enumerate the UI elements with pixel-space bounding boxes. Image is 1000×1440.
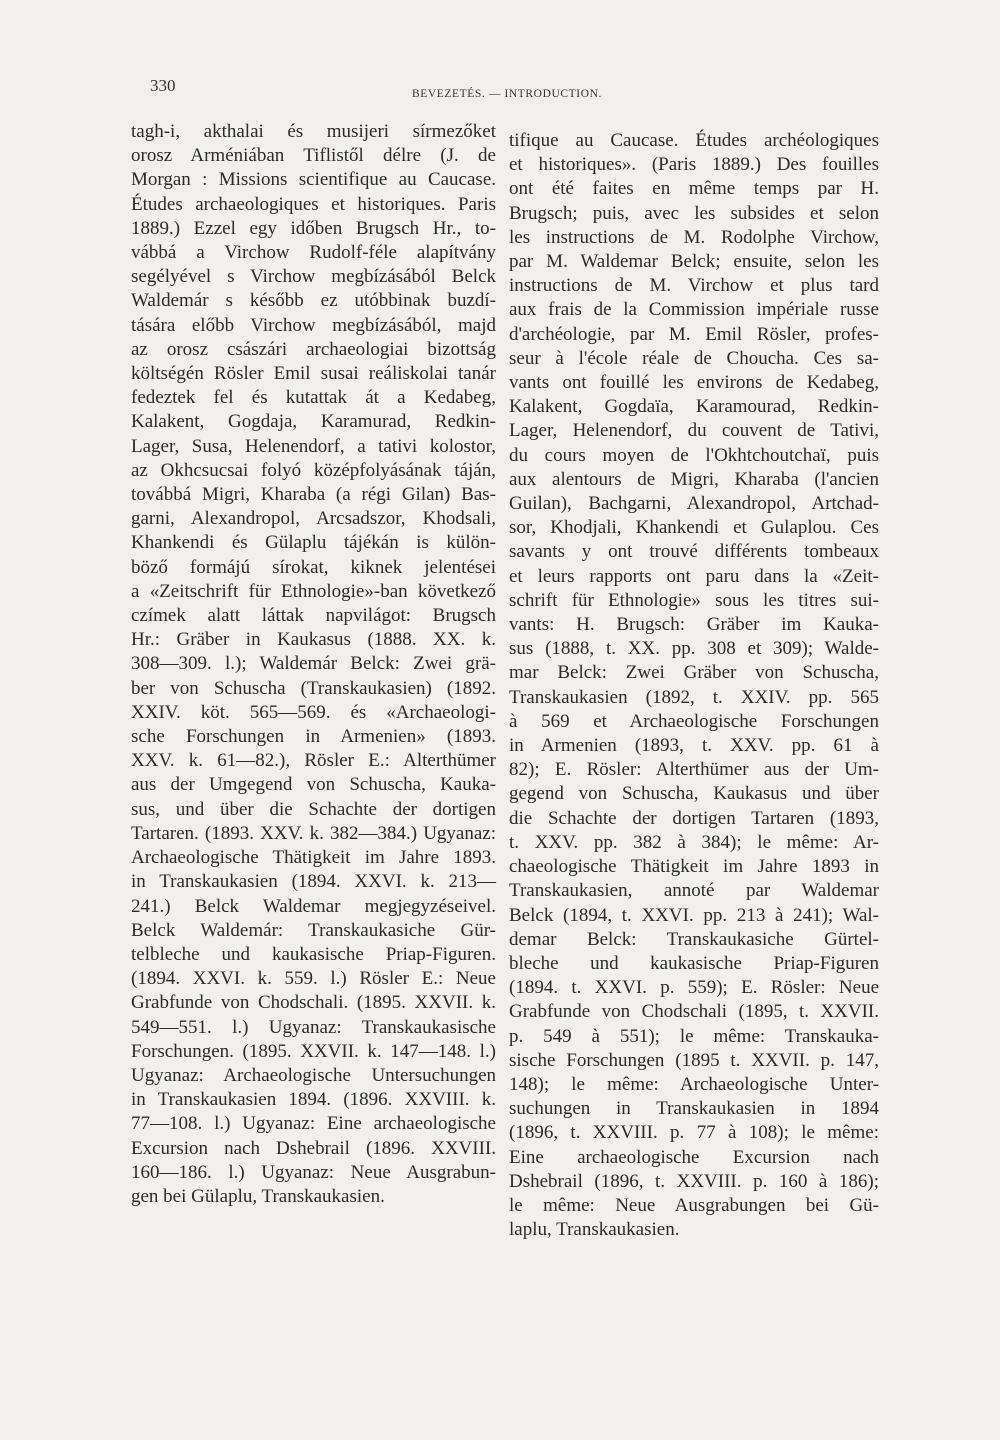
text-line: instructions de M. Virchow et plus tard bbox=[509, 275, 879, 297]
text-line: Lager, Helenendorf, du couvent de Tativi, bbox=[509, 420, 879, 442]
text-line: az orosz császári archaeologiai bizottság bbox=[131, 338, 496, 360]
text-line: 1889.) Ezzel egy időben Brugsch Hr., to- bbox=[131, 217, 496, 239]
text-line: a «Zeitschrift für Ethnologie»-ban következő bbox=[131, 580, 496, 602]
text-line: fedeztek fel és kutattak át a Kedabeg, bbox=[131, 387, 496, 409]
text-line: in Transkaukasien (1894. XXVI. k. 213— bbox=[131, 871, 496, 893]
text-line: et historiques». (Paris 1889.) Des fouilles bbox=[509, 154, 879, 176]
text-line: in Armenien (1893, t. XXV. pp. 61 à bbox=[509, 735, 879, 757]
text-line: d'archéologie, par M. Emil Rösler, profes- bbox=[509, 323, 879, 345]
text-line: Lager, Susa, Helenendorf, a tativi kolostor, bbox=[131, 435, 496, 457]
text-line: 82); E. Rösler: Alterthümer aus der Um- bbox=[509, 759, 879, 781]
text-line: ont été faites en même temps par H. bbox=[509, 178, 879, 200]
text-line: Études archaeologiques et historiques. Paris bbox=[131, 193, 496, 215]
text-line: Grabfunde von Chodschali. (1895. XXVII. k. bbox=[131, 992, 496, 1014]
text-line: vábbá a Virchow Rudolf-féle alapítvány bbox=[131, 242, 496, 264]
text-line: les instructions de M. Rodolphe Virchow, bbox=[509, 226, 879, 248]
text-line: tására előbb Virchow megbízásából, majd bbox=[131, 314, 496, 336]
text-line: le même: Neue Ausgrabungen bei Gü- bbox=[509, 1194, 879, 1216]
text-line: (1894. XXVI. k. 559. l.) Rösler E.: Neue bbox=[131, 968, 496, 990]
text-line: Transkaukasien (1892, t. XXIV. pp. 565 bbox=[509, 686, 879, 708]
text-line: Ugyanaz: Archaeologische Untersuchungen bbox=[131, 1064, 496, 1086]
text-line: Hr.: Gräber in Kaukasus (1888. XX. k. bbox=[131, 629, 496, 651]
text-line: Transkaukasien, annoté par Waldemar bbox=[509, 880, 879, 902]
text-line: bleche und kaukasische Priap-Figuren bbox=[509, 952, 879, 974]
text-line: böző formájú sírokat, kiknek jelentései bbox=[131, 556, 496, 578]
text-line: czímek alatt láttak napvilágot: Brugsch bbox=[131, 605, 496, 627]
text-line: 77—108. l.) Ugyanaz: Eine archaeologische bbox=[131, 1113, 496, 1135]
text-line: 549—551. l.) Ugyanaz: Transkaukasische bbox=[131, 1016, 496, 1038]
text-line: sor, Khodjali, Khankendi et Gulaplou. Ces bbox=[509, 517, 879, 539]
text-line: Eine archaeologische Excursion nach bbox=[509, 1146, 879, 1168]
text-line: seur à l'école réale de Choucha. Ces sa- bbox=[509, 347, 879, 369]
text-line: Archaeologische Thätigkeit im Jahre 1893. bbox=[131, 847, 496, 869]
text-line: költségén Rösler Emil susai reáliskolai tanár bbox=[131, 363, 496, 385]
text-line: XXIV. köt. 565—569. és «Archaeologi- bbox=[131, 701, 496, 723]
text-line: et leurs rapports ont paru dans la «Zeit- bbox=[509, 565, 879, 587]
text-line: segélyével s Virchow megbízásából Belck bbox=[131, 266, 496, 288]
text-line: Kalakent, Gogdaja, Karamurad, Redkin- bbox=[131, 411, 496, 433]
text-line: Khankendi és Gülaplu tájékán is külön- bbox=[131, 532, 496, 554]
text-line: à 569 et Archaeologische Forschungen bbox=[509, 710, 879, 732]
text-line: t. XXV. pp. 382 à 384); le même: Ar- bbox=[509, 831, 879, 853]
hungarian-text-column bbox=[131, 120, 496, 1209]
text-line: 148); le même: Archaeologische Unter- bbox=[509, 1073, 879, 1095]
text-line: vants: H. Brugsch: Gräber im Kauka- bbox=[509, 614, 879, 636]
text-line: Waldemár s később ez utóbbinak buzdí- bbox=[131, 290, 496, 312]
text-line: XXV. k. 61—82.), Rösler E.: Alterthümer bbox=[131, 750, 496, 772]
text-line: aux frais de la Commission impériale russe bbox=[509, 299, 879, 321]
text-line: garni, Alexandropol, Arcsadszor, Khodsali, bbox=[131, 508, 496, 530]
text-line: Guilan), Bachgarni, Alexandropol, Artchad- bbox=[509, 493, 879, 515]
french-text-column bbox=[509, 129, 879, 1242]
text-line: 160—186. l.) Ugyanaz: Neue Ausgrabun- bbox=[131, 1161, 496, 1183]
running-head: BEVEZETÉS. — INTRODUCTION. bbox=[412, 88, 602, 100]
text-line: du cours moyen de l'Okhtchoutchaï, puis bbox=[509, 444, 879, 466]
text-line: Brugsch; puis, avec les subsides et selon bbox=[509, 202, 879, 224]
text-line: Grabfunde von Chodschali (1895, t. XXVII. bbox=[509, 1001, 879, 1023]
text-line: Kalakent, Gogdaïa, Karamourad, Redkin- bbox=[509, 396, 879, 418]
text-line: Dshebrail (1896, t. XXVIII. p. 160 à 186); bbox=[509, 1170, 879, 1192]
text-line: chaeologische Thätigkeit im Jahre 1893 in bbox=[509, 856, 879, 878]
text-line: 308—309. l.); Waldemár Belck: Zwei grä- bbox=[131, 653, 496, 675]
text-line: gen bei Gülaplu, Transkaukasien. bbox=[131, 1185, 385, 1207]
text-line: az Okhcsucsai folyó középfolyásának táján, bbox=[131, 459, 496, 481]
text-line: p. 549 à 551); le même: Transkauka- bbox=[509, 1025, 879, 1047]
text-line: par M. Waldemar Belck; ensuite, selon les bbox=[509, 251, 879, 273]
text-line: sus (1888, t. XX. pp. 308 et 309); Walde- bbox=[509, 638, 879, 660]
text-line: (1894. t. XXVI. p. 559); E. Rösler: Neue bbox=[509, 977, 879, 999]
text-line: aus der Umgegend von Schuscha, Kauka- bbox=[131, 774, 496, 796]
text-line: in Transkaukasien 1894. (1896. XXVIII. k. bbox=[131, 1089, 496, 1111]
text-line: 241.) Belck Waldemar megjegyzéseivel. bbox=[131, 895, 496, 917]
text-line: Morgan : Missions scientifique au Caucase. bbox=[131, 169, 496, 191]
text-line: sische Forschungen (1895 t. XXVII. p. 147, bbox=[509, 1049, 879, 1071]
page-number: 330 bbox=[150, 76, 176, 95]
text-line: sche Forschungen in Armenien» (1893. bbox=[131, 726, 496, 748]
text-line: Tartaren. (1893. XXV. k. 382—384.) Ugyanaz: bbox=[131, 822, 496, 844]
text-line: telbleche und kaukasische Priap-Figuren. bbox=[131, 943, 496, 965]
text-line: vants ont fouillé les environs de Kedabeg, bbox=[509, 372, 879, 394]
text-line: laplu, Transkaukasien. bbox=[509, 1219, 680, 1241]
text-line: Belck (1894, t. XXVI. pp. 213 à 241); Wal- bbox=[509, 904, 879, 926]
text-line: orosz Arméniában Tiflistől délre (J. de bbox=[131, 145, 496, 167]
text-line: aux alentours de Migri, Kharaba (l'ancien bbox=[509, 468, 879, 490]
text-line: savants y ont trouvé différents tombeaux bbox=[509, 541, 879, 563]
text-line: Belck Waldemár: Transkaukasiche Gür- bbox=[131, 919, 496, 941]
text-line: ber von Schuscha (Transkaukasien) (1892. bbox=[131, 677, 496, 699]
text-line: Excursion nach Dshebrail (1896. XXVIII. bbox=[131, 1137, 496, 1159]
text-line: (1896, t. XXVIII. p. 77 à 108); le même: bbox=[509, 1122, 879, 1144]
text-line: mar Belck: Zwei Gräber von Schuscha, bbox=[509, 662, 879, 684]
text-line: Forschungen. (1895. XXVII. k. 147—148. l.) bbox=[131, 1040, 496, 1062]
text-line: demar Belck: Transkaukasiche Gürtel- bbox=[509, 928, 879, 950]
text-line: gegend von Schuscha, Kaukasus und über bbox=[509, 783, 879, 805]
text-line: die Schachte der dortigen Tartaren (1893, bbox=[509, 807, 879, 829]
text-line: továbbá Migri, Kharaba (a régi Gilan) Bas- bbox=[131, 484, 496, 506]
text-line: sus, und über die Schachte der dortigen bbox=[131, 798, 496, 820]
text-line: tagh-i, akthalai és musijeri sírmezőket bbox=[131, 121, 496, 142]
text-line: suchungen in Transkaukasien in 1894 bbox=[509, 1098, 879, 1120]
text-line: schrift für Ethnologie» sous les titres sui- bbox=[509, 589, 879, 611]
text-line: tifique au Caucase. Études archéologiques bbox=[509, 130, 879, 151]
